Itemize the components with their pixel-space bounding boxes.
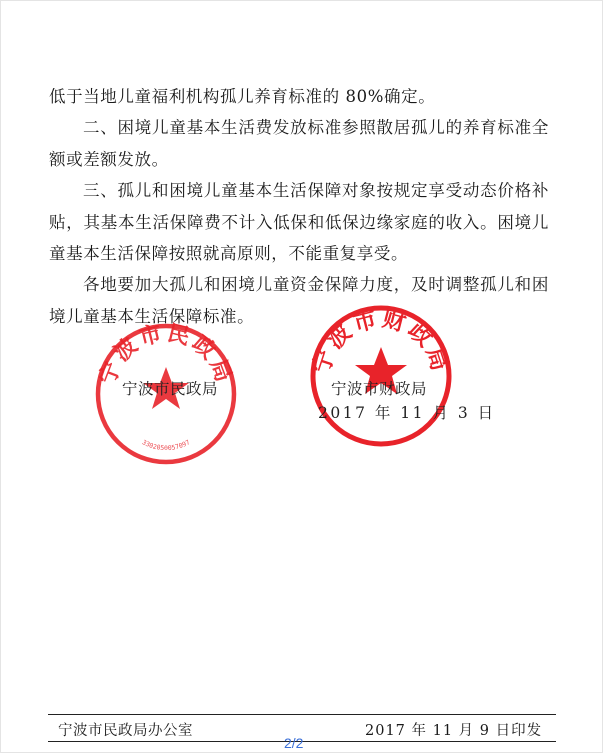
page-indicator: 2/2 (284, 735, 304, 751)
paragraph-closing: 各地要加大孤儿和困境儿童资金保障力度，及时调整孤儿和困境儿童基本生活保障标准。 (49, 275, 549, 326)
signature-civil-affairs: 宁波市民政局 (122, 380, 219, 398)
finance-seal (306, 301, 456, 451)
civil-seal-ring-text: 宁波市民政局 (94, 319, 238, 389)
signature-finance: 宁波市财政局 (331, 380, 428, 398)
footer-divider-top (48, 714, 556, 715)
footer-print-date: 2017 年 11 月 9 日印发 (365, 723, 543, 739)
paragraph-item-two: 二、困境儿童基本生活费发放标准参照散居孤儿的养育标准全额或差额发放。 (49, 118, 549, 169)
footer-issuer: 宁波市民政局办公室 (58, 723, 193, 739)
signature-date: 2017 年 11 月 3 日 (318, 404, 496, 422)
paragraph-continuation: 低于当地儿童福利机构孤儿养育标准的 80%确定。 (49, 87, 436, 106)
civil-seal-code: 3302050057097 (140, 438, 192, 453)
paragraph-item-three: 三、孤儿和困境儿童基本生活保障对象按规定享受动态价格补贴，其基本生活保障费不计入低保和低保边缘家庭的收入。困境儿童基本生活保障按照就高原则，不能重复享受。 (49, 181, 549, 263)
finance-seal-ring-text: 宁波市财政局 (307, 304, 455, 377)
svg-text:3302050057097 (141, 438, 192, 452)
